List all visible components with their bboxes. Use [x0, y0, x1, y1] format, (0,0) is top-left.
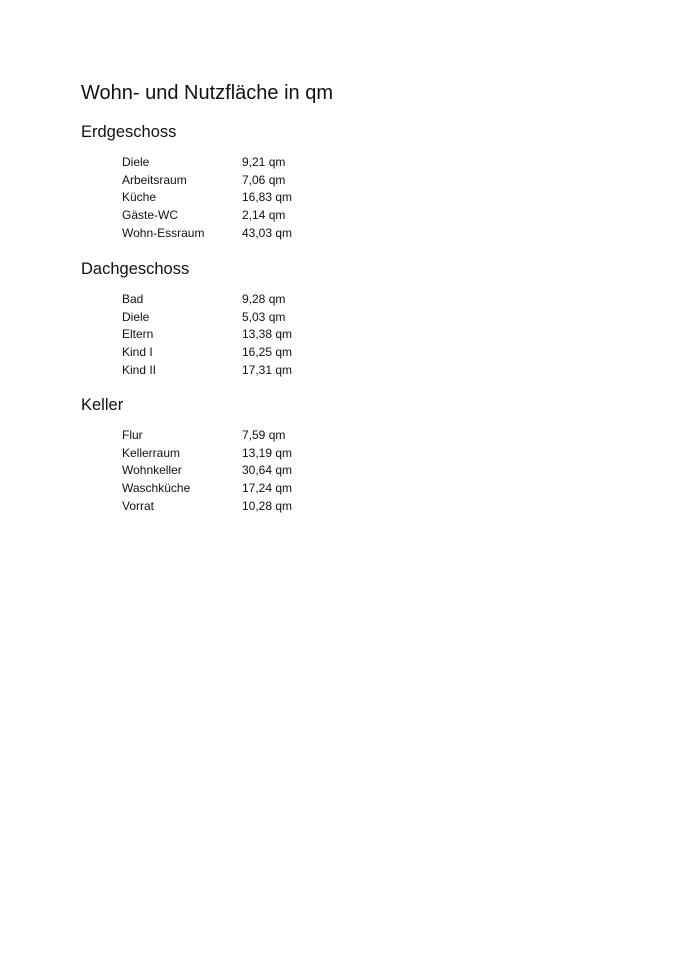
room-area: 43,03 qm [242, 225, 293, 240]
room-area: 30,64 qm [242, 463, 293, 478]
section-dachgeschoss [81, 258, 581, 377]
room-row [122, 172, 422, 190]
page-title: Wohn- und Nutzfläche in qm [81, 82, 333, 104]
section-keller [81, 394, 581, 513]
room-row [122, 189, 422, 207]
room-area: 7,59 qm [242, 428, 286, 442]
room-row [122, 207, 422, 225]
room-area: 17,31 qm [242, 362, 293, 377]
room-row [122, 326, 422, 344]
room-name: Küche [122, 190, 157, 205]
section-heading: Erdgeschoss [81, 123, 177, 141]
room-row [122, 462, 422, 480]
room-area: 9,21 qm [242, 155, 286, 169]
room-name: Kind I [122, 345, 153, 360]
room-area: 2,14 qm [242, 208, 286, 223]
section-heading: Dachgeschoss [81, 260, 190, 278]
room-area: 16,25 qm [242, 345, 293, 360]
room-name: Arbeitsraum [122, 172, 187, 187]
room-row [122, 498, 422, 516]
room-row [122, 154, 422, 172]
room-area: 17,24 qm [242, 481, 293, 496]
room-name: Kind II [122, 362, 157, 377]
room-row [122, 344, 422, 362]
room-row [122, 445, 422, 463]
room-name: Waschküche [122, 481, 191, 496]
room-area: 13,38 qm [242, 327, 293, 342]
room-name: Vorrat [122, 498, 155, 513]
room-name: Flur [122, 428, 143, 442]
room-name: Gäste-WC [122, 208, 179, 223]
room-list [122, 427, 422, 515]
room-area: 13,19 qm [242, 445, 293, 460]
room-name: Kellerraum [122, 445, 181, 460]
room-row [122, 309, 422, 327]
room-area: 9,28 qm [242, 292, 286, 306]
room-list [122, 291, 422, 379]
room-area: 16,83 qm [242, 190, 293, 205]
room-row [122, 427, 422, 445]
room-list [122, 154, 422, 242]
room-row [122, 225, 422, 243]
room-name: Eltern [122, 327, 154, 342]
room-row [122, 480, 422, 498]
room-name: Diele [122, 155, 150, 169]
room-area: 7,06 qm [242, 172, 286, 187]
room-area: 5,03 qm [242, 309, 286, 324]
room-row [122, 362, 422, 380]
section-erdgeschoss [81, 121, 581, 240]
room-name: Bad [122, 292, 144, 306]
section-heading: Keller [81, 396, 124, 414]
room-area: 10,28 qm [242, 498, 293, 513]
room-name: Diele [122, 309, 150, 324]
room-row [122, 291, 422, 309]
room-name: Wohn-Essraum [122, 225, 205, 240]
room-name: Wohnkeller [122, 463, 182, 478]
